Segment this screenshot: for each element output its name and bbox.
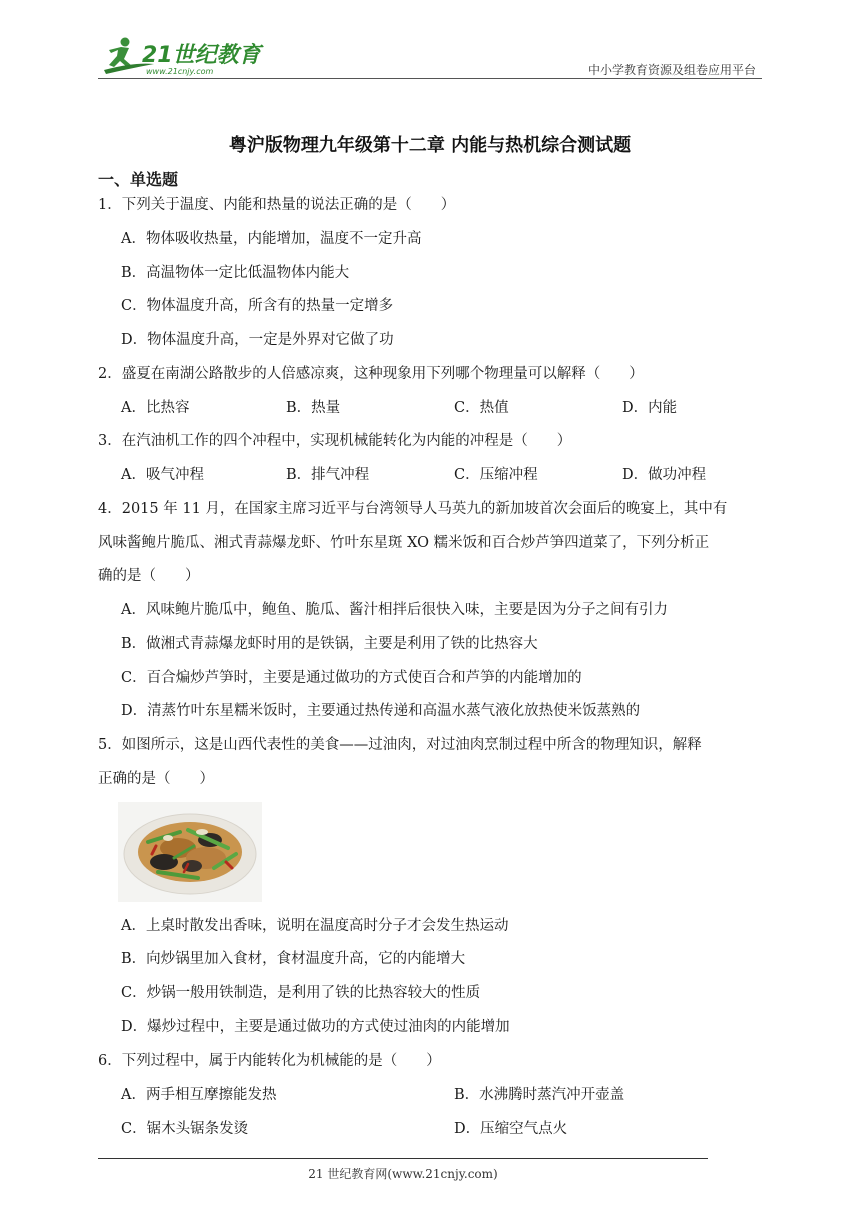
question-2-option-a: A．比热容 [121,400,190,416]
question-6-option-b: B．水沸腾时蒸汽冲开壶盖 [454,1087,625,1103]
question-2-stem: 2．盛夏在南湖公路散步的人倍感凉爽，这种现象用下列哪个物理量可以解释（ ） [98,366,644,382]
question-4-stem-line-2: 风味酱鲍片脆瓜、湘式青蒜爆龙虾、竹叶东星斑 XO 糯米饭和百合炒芦笋四道菜了，下列分析正 [98,535,710,551]
question-5-stem-line-2: 正确的是（ ） [98,771,214,787]
question-4-option-b: B．做湘式青蒜爆龙虾时用的是铁锅，主要是利用了铁的比热容大 [121,636,538,652]
question-2-option-b: B．热量 [286,400,341,416]
question-3-option-a: A．吸气冲程 [121,467,204,483]
question-2-option-d: D．内能 [622,400,678,416]
page-title: 粤沪版物理九年级第十二章 内能与热机综合测试题 [228,135,632,156]
question-4-option-d: D．清蒸竹叶东星糯米饭时，主要通过热传递和高温水蒸气液化放热使米饭蒸熟的 [121,703,641,719]
question-6-option-a: A．两手相互摩擦能发热 [121,1087,277,1103]
section-heading: 一、单选题 [98,170,179,189]
food-photo [118,802,262,902]
question-1-option-c: C．物体温度升高，所含有的热量一定增多 [121,298,394,314]
question-1-stem: 1．下列关于温度、内能和热量的说法正确的是（ ） [98,197,456,213]
question-3-stem: 3．在汽油机工作的四个冲程中，实现机械能转化为内能的冲程是（ ） [98,433,572,449]
question-4-stem-line-1: 4．2015 年 11 月，在国家主席习近平与台湾领导人马英九的新加坡首次会面后的晚宴上，其中有 [98,501,728,517]
question-2-option-c: C．热值 [454,400,509,416]
header-platform-text: 中小学教育资源及组卷应用平台 [587,63,756,77]
question-5-option-d: D．爆炒过程中，主要是通过做功的方式使过油肉的内能增加 [121,1019,510,1035]
question-4-stem-line-3: 确的是（ ） [98,568,200,584]
question-3-option-c: C．压缩冲程 [454,467,538,483]
question-5-option-a: A．上桌时散发出香味，说明在温度高时分子才会发生热运动 [121,918,509,934]
question-3-option-b: B．排气冲程 [286,467,370,483]
logo-url: www.21cnjy.com [146,67,214,76]
question-3-option-d: D．做功冲程 [622,467,707,483]
question-6-option-d: D．压缩空气点火 [454,1121,568,1137]
question-1-option-b: B．高温物体一定比低温物体内能大 [121,265,350,281]
question-6-option-c: C．锯木头锯条发烫 [121,1121,249,1137]
footer-divider [98,1158,708,1159]
question-1-option-d: D．物体温度升高，一定是外界对它做了功 [121,332,394,348]
logo [94,34,264,78]
logo-text: 21世纪教育 [142,43,261,68]
footer-text: 21 世纪教育网(www.21cnjy.com) [308,1167,498,1181]
question-5-option-c: C．炒锅一般用铁制造，是利用了铁的比热容较大的性质 [121,985,481,1001]
question-4-option-c: C．百合煸炒芦笋时，主要是通过做功的方式使百合和芦笋的内能增加的 [121,670,582,686]
header-divider [98,78,762,79]
question-6-stem: 6．下列过程中，属于内能转化为机械能的是（ ） [98,1053,441,1069]
question-1-option-a: A．物体吸收热量，内能增加，温度不一定升高 [121,231,422,247]
question-5-stem-line-1: 5．如图所示，这是山西代表性的美食——过油肉，对过油肉烹制过程中所含的物理知识，解释 [98,737,702,753]
question-4-option-a: A．风味鲍片脆瓜中，鲍鱼、脆瓜、酱汁相拌后很快入味，主要是因为分子之间有引力 [121,602,668,618]
question-5-option-b: B．向炒锅里加入食材，食材温度升高，它的内能增大 [121,951,466,967]
